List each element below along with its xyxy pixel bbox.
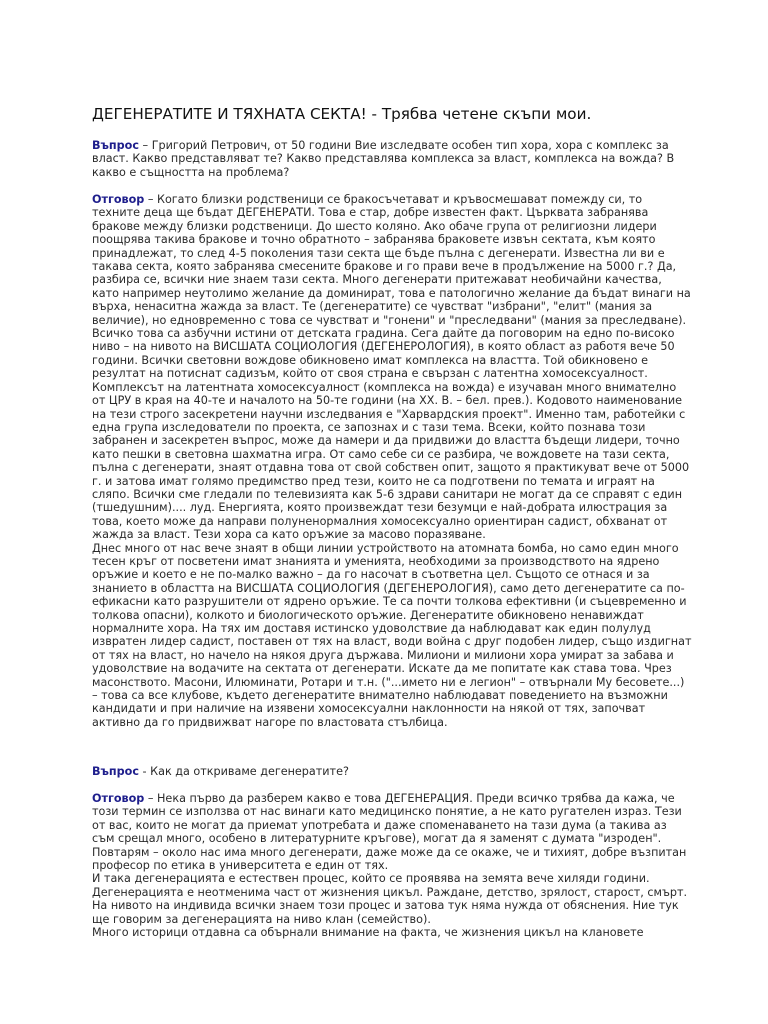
answer-label: Отговор	[92, 792, 145, 805]
answer-1	[92, 193, 692, 729]
question-label: Въпрос	[92, 765, 139, 778]
answer-paragraph-2: Днес много от нас вече знаят в общи линии устройството на атомната бомба, но само един много тесен кръг от посветени имат знанията и уменията, необходими за производството на ядрено оръжие и което е не по-малко важно – да го насочат в съответна цел. Същото се отнася и за знанието в областта на ВИСШАТА СОЦИОЛОГИЯ (ДЕГЕНЕРОЛОГИЯ), само дето дегенератите са по-ефикасни като разрушители от ядрено оръжие. Те са почти толкова ефективни (и съцевременно и толкова опасни), колкото и биологическото оръжие. Дегенератите обикновено ненавиждат нормалните хора. На тях им доставя истинско удоволствие да наблюдават как един полулуд извратен лидер садист, поставен от тях на власт, води война с друг подобен лидер, също издигнат от тях на власт, но начело на някоя друга държава. Милиони и милиони хора умират за забава и удоволствие на водачите на сектата от дегенерати. Искате да ме попитате как става това. Чрез масонството. Масони, Илюминати, Ротари и т.н. ("...името ни е легион" – отвърнали Му бесовете...) – това са все клубове, където дегенератите внимателно наблюдават поведението на възможни кандидати и при наличие на изявени хомосексуални наклонности на някой от тях, започват активно да го придвижват нагоре по властовата стълбица.	[92, 541, 692, 729]
question-1	[92, 139, 692, 179]
answer-2	[92, 792, 692, 939]
answer-text: – Нека първо да разберем какво е това ДЕГЕНЕРАЦИЯ. Преди всичко трябва да кажа, че този термин се използва от нас винаги като медицинско понятие, а не като ругателен израз. Тези от вас, които не могат да приемат употребата и даже споменаването на тази дума (а такива аз съм срещал много, особено в литературните кръгове), могат да я заменят с думата "изроден". Повтарям – около нас има много дегенерати, даже може да се окаже, че и тихият, добре възпитан професор по етика в университета е един от тях.	[92, 792, 687, 873]
question-2	[92, 765, 692, 778]
answer-paragraph-3: Много историци отдавна са обърнали внимание на факта, че жизнения цикъл на клановете	[92, 926, 644, 940]
document-title: ДЕГЕНЕРАТИТЕ И ТЯХНАТА СЕКТА! - Трябва четене скъпи мои.	[92, 105, 592, 123]
answer-text: – Когато близки родственици се бракосъчетават и кръвосмешават помежду си, то техните деца ще бъдат ДЕГЕНЕРАТИ. Това е стар, добре известен факт. Църквата забранява бракове между близки родственици. До шесто коляно. Ако обаче група от религиозни лидери поощрява такива бракове и точно обратното – забранява браковете извън сектата, към която принадлежат, то след 4-5 поколения тази секта ще бъде пълна с дегенерати. Известна ли ви е такава секта, която забранява смесените бракове и го прави вече в продължение на 5000 г.? Да, разбира се, всички ние знаем тази секта. Много дегенерати притежават необичайни качества, като например неутолимо желание да доминират, това е патологично желание да бъдат винаги на върха, ненаситна жажда за власт. Те (дегенератите) се чувстват "избрани", "елит" (мания за величие), но едновременно с това се чувстват и "гонени" и "преследвани" (мания за преследване). Всичко това са азбучни истини от детската градина. Сега дайте да поговорим на едно по-високо ниво – на нивото на ВИСШАТА СОЦИОЛОГИЯ (ДЕГЕНЕРОЛОГИЯ), в която област аз работя вече 50 години. Всички световни вождове обикновено имат комплекса на властта. Той обикновено е резултат на потиснат садизъм, който от своя страна е свързан с латентна хомосексуалност. Комплексът на латентната хомосексуалност (комплекса на вожда) е изучаван много внимателно от ЦРУ в края на 40-те и началото на 50-те години (на XX. В. – бел. прев.). Кодовото наименование на тези строго засекретени научни изследвания е "Харвардския проект". Именно там, работейки с една група изследователи по проекта, се запознах и с тази тема. Всеки, който познава този забранен и засекретен въпрос, може да намери и да придвижи до властта бъдещи лидери, точно като пешки в световна шахматна игра. От само себе си се разбира, че вождовете на тази секта, пълна с дегенерати, знаят отдавна това от свой собствен опит, защото я практикуват вече от 5000 г. и затова имат голямо предимство пред тези, които не са подготвени по темата и играят на сляпо. Всички сме гледали по телевизията как 5-6 здрави санитари не могат да се справят с един (тшедушним).... луд. Енергията, която произвеждат тези безумци е най-добрата илюстрация за това, което може да направи полуненормалния хомосексуално ориентиран садист, обхванат от жажда за власт. Тези хора са като оръжие за масово поразяване.	[92, 193, 691, 542]
question-text: – Григорий Петрович, от 50 години Вие изследвате особен тип хора, хора с комплекс за власт. Какво представляват те? Какво представлява комплекса за власт, комплекса на вожда? В какво е същността на проблема?	[92, 139, 675, 179]
answer-paragraph-2: И така дегенерацията е естествен процес, който се проявява на земята вече хиляди години. Дегенерацията е неотменима част от жизнения цикъл. Раждане, детство, зрялост, старост, смърт. На нивото на индивида всички знаем този процес и затова тук няма нужда от обяснения. Ние тук ще говорим за дегенерацията на ниво клан (семейство).	[92, 872, 688, 926]
question-label: Въпрос	[92, 139, 139, 152]
question-text: - Как да откриваме дегенератите?	[139, 765, 349, 778]
answer-label: Отговор	[92, 193, 145, 206]
